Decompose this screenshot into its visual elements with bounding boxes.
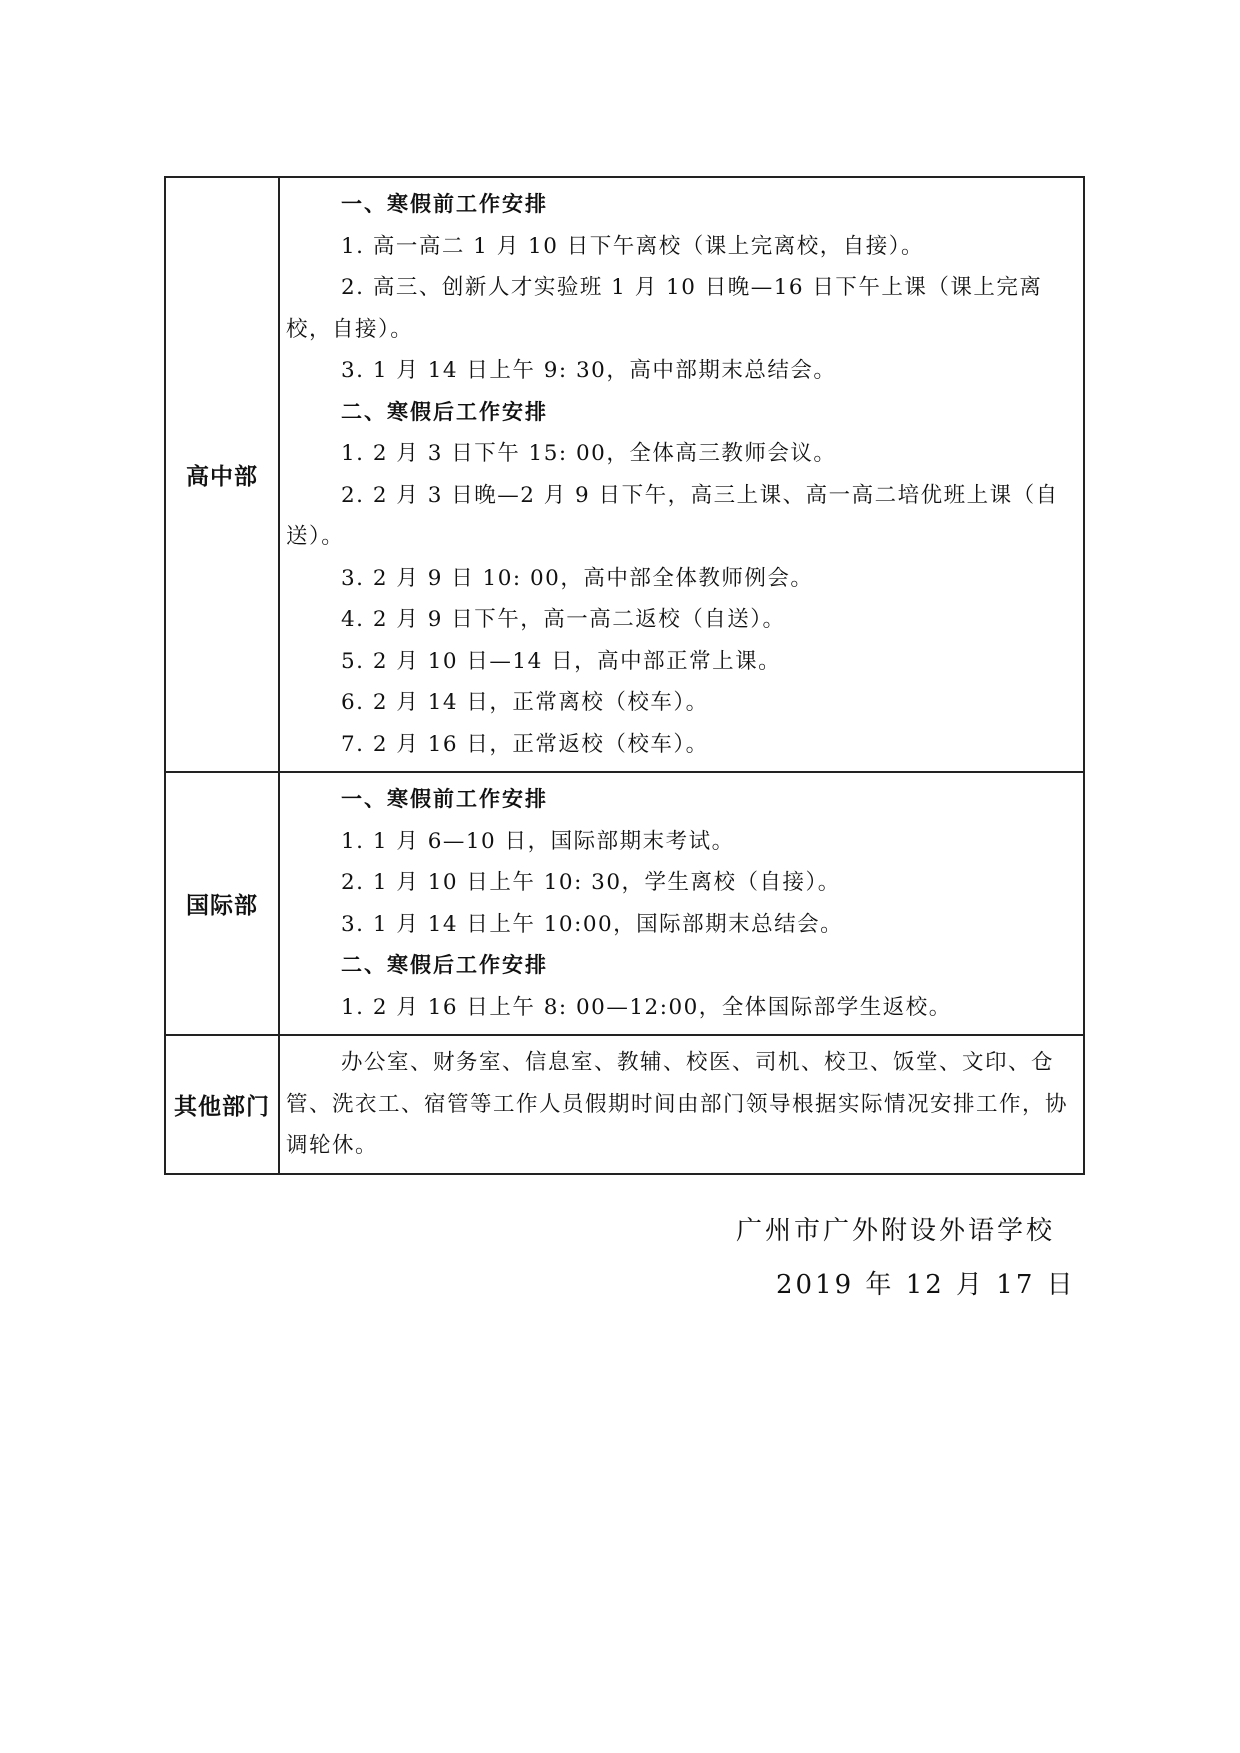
schedule-item: 3. 2 月 9 日 10: 00，高中部全体教师例会。	[341, 565, 814, 591]
schedule-item: 6. 2 月 14 日，正常离校（校车）。	[341, 690, 709, 715]
schedule-table	[164, 176, 1085, 1175]
schedule-item: 2. 2 月 3 日晚—2 月 9 日下午，高三上课、高一高二培优班上课（自送）。	[286, 482, 1059, 549]
schedule-content-cell	[279, 1035, 1084, 1174]
table-row	[165, 1035, 1084, 1174]
section-heading: 一、寒假前工作安排	[341, 192, 548, 216]
schedule-item: 2. 高三、创新人才实验班 1 月 10 日晚—16 日下午上课（课上完离校，自接）。	[286, 275, 1043, 342]
signature-date: 2019 年 12 月 17 日	[776, 1270, 1076, 1300]
schedule-item: 1. 高一高二 1 月 10 日下午离校（课上完离校，自接）。	[341, 233, 924, 259]
schedule-content-cell	[279, 772, 1084, 1035]
schedule-content-cell	[279, 177, 1084, 772]
schedule-item: 3. 1 月 14 日上午 10:00，国际部期末总结会。	[341, 911, 844, 937]
department-cell: 国际部	[165, 772, 279, 1035]
table-row	[165, 177, 1084, 772]
schedule-item: 办公室、财务室、信息室、教辅、校医、司机、校卫、饭堂、文印、仓管、洗衣工、宿管等工作人员假期时间由部门领导根据实际情况安排工作，协调轮休。	[286, 1050, 1069, 1158]
schedule-item: 2. 1 月 10 日上午 10: 30，学生离校（自接）。	[341, 870, 841, 895]
schedule-item: 1. 2 月 3 日下午 15: 00，全体高三教师会议。	[341, 441, 837, 466]
schedule-item: 1. 2 月 16 日上午 8: 00—12:00，全体国际部学生返校。	[341, 994, 952, 1020]
department-cell: 高中部	[165, 177, 279, 772]
section-heading: 二、寒假后工作安排	[341, 953, 548, 977]
schedule-item: 5. 2 月 10 日—14 日，高中部正常上课。	[341, 648, 782, 674]
schedule-item: 3. 1 月 14 日上午 9: 30，高中部期末总结会。	[341, 358, 837, 383]
signature-organization: 广州市广外附设外语学校	[736, 1216, 1056, 1246]
section-heading: 二、寒假后工作安排	[341, 399, 548, 424]
table-row	[165, 772, 1084, 1035]
schedule-item: 4. 2 月 9 日下午，高一高二返校（自送）。	[341, 607, 786, 632]
schedule-item: 1. 1 月 6—10 日，国际部期末考试。	[341, 828, 735, 854]
section-heading: 一、寒假前工作安排	[341, 787, 548, 811]
department-cell: 其他部门	[165, 1035, 279, 1174]
schedule-item: 7. 2 月 16 日，正常返校（校车）。	[341, 731, 709, 757]
